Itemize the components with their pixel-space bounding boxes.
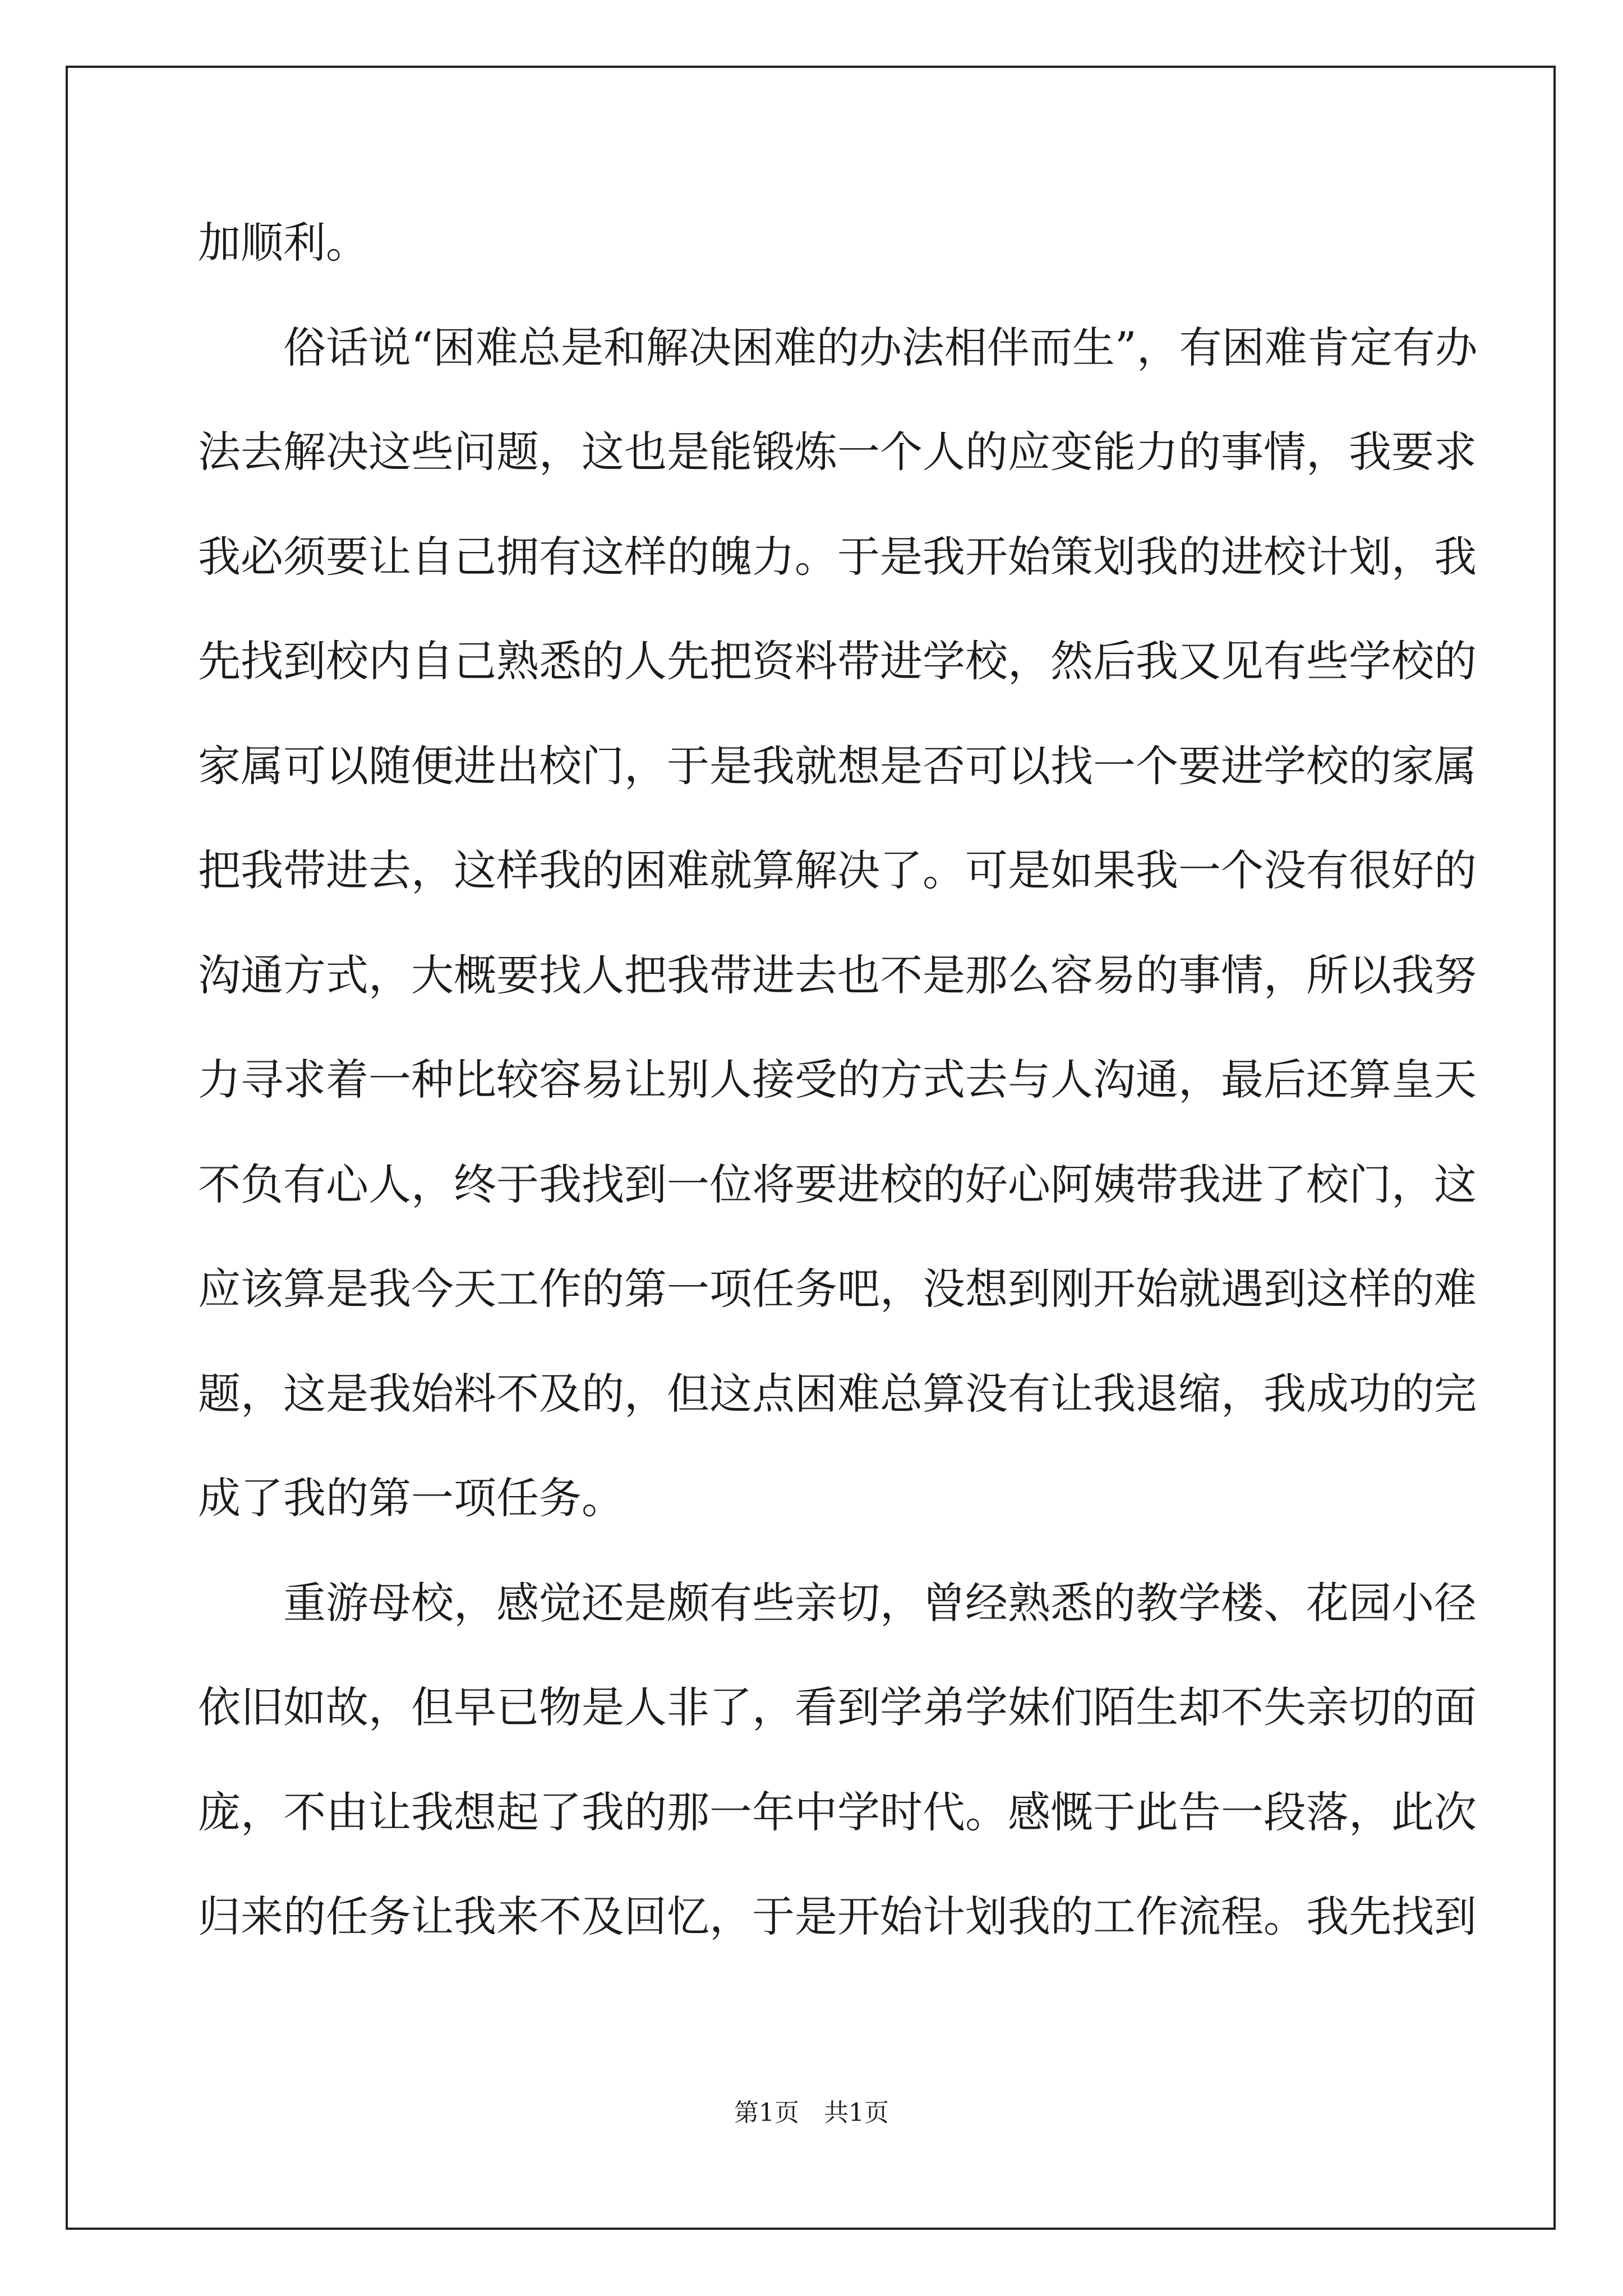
text-line: 家属可以随便进出校门，于是我就想是否可以找一个要进学校的家属 bbox=[198, 740, 1477, 791]
text-line: 庞，不由让我想起了我的那一年中学时代。感慨于此告一段落，此次 bbox=[198, 1787, 1477, 1837]
text-line: 加顺利。 bbox=[198, 218, 368, 268]
text-line: 法去解决这些问题，这也是能锻炼一个人的应变能力的事情，我要求 bbox=[198, 427, 1477, 477]
text-line: 力寻求着一种比较容易让别人接受的方式去与人沟通，最后还算皇天 bbox=[198, 1055, 1477, 1105]
text-line: 我必须要让自己拥有这样的魄力。于是我开始策划我的进校计划，我 bbox=[198, 531, 1477, 582]
text-line: 先找到校内自己熟悉的人先把资料带进学校，然后我又见有些学校的 bbox=[198, 636, 1477, 686]
text-line: 应该算是我今天工作的第一项任务吧，没想到刚开始就遇到这样的难 bbox=[198, 1264, 1477, 1314]
text-line: 沟通方式，大概要找人把我带进去也不是那么容易的事情，所以我努 bbox=[198, 950, 1477, 1000]
text-line: 俗话说“困难总是和解决困难的办法相伴而生”，有困难肯定有办 bbox=[283, 322, 1478, 372]
page-footer: 第1页 共1页 bbox=[734, 2099, 889, 2127]
text-line: 不负有心人，终于我找到一位将要进校的好心阿姨带我进了校门，这 bbox=[198, 1159, 1477, 1209]
text-line: 依旧如故，但早已物是人非了，看到学弟学妹们陌生却不失亲切的面 bbox=[198, 1682, 1477, 1732]
text-line: 成了我的第一项任务。 bbox=[198, 1473, 624, 1523]
text-line: 题，这是我始料不及的，但这点困难总算没有让我退缩，我成功的完 bbox=[198, 1368, 1477, 1419]
text-line: 重游母校，感觉还是颇有些亲切，曾经熟悉的教学楼、花园小径 bbox=[283, 1577, 1477, 1628]
document-body bbox=[198, 191, 1478, 1970]
text-line: 归来的任务让我来不及回忆，于是开始计划我的工作流程。我先找到 bbox=[198, 1892, 1477, 1941]
text-line: 把我带进去，这样我的困难就算解决了。可是如果我一个没有很好的 bbox=[198, 845, 1477, 895]
